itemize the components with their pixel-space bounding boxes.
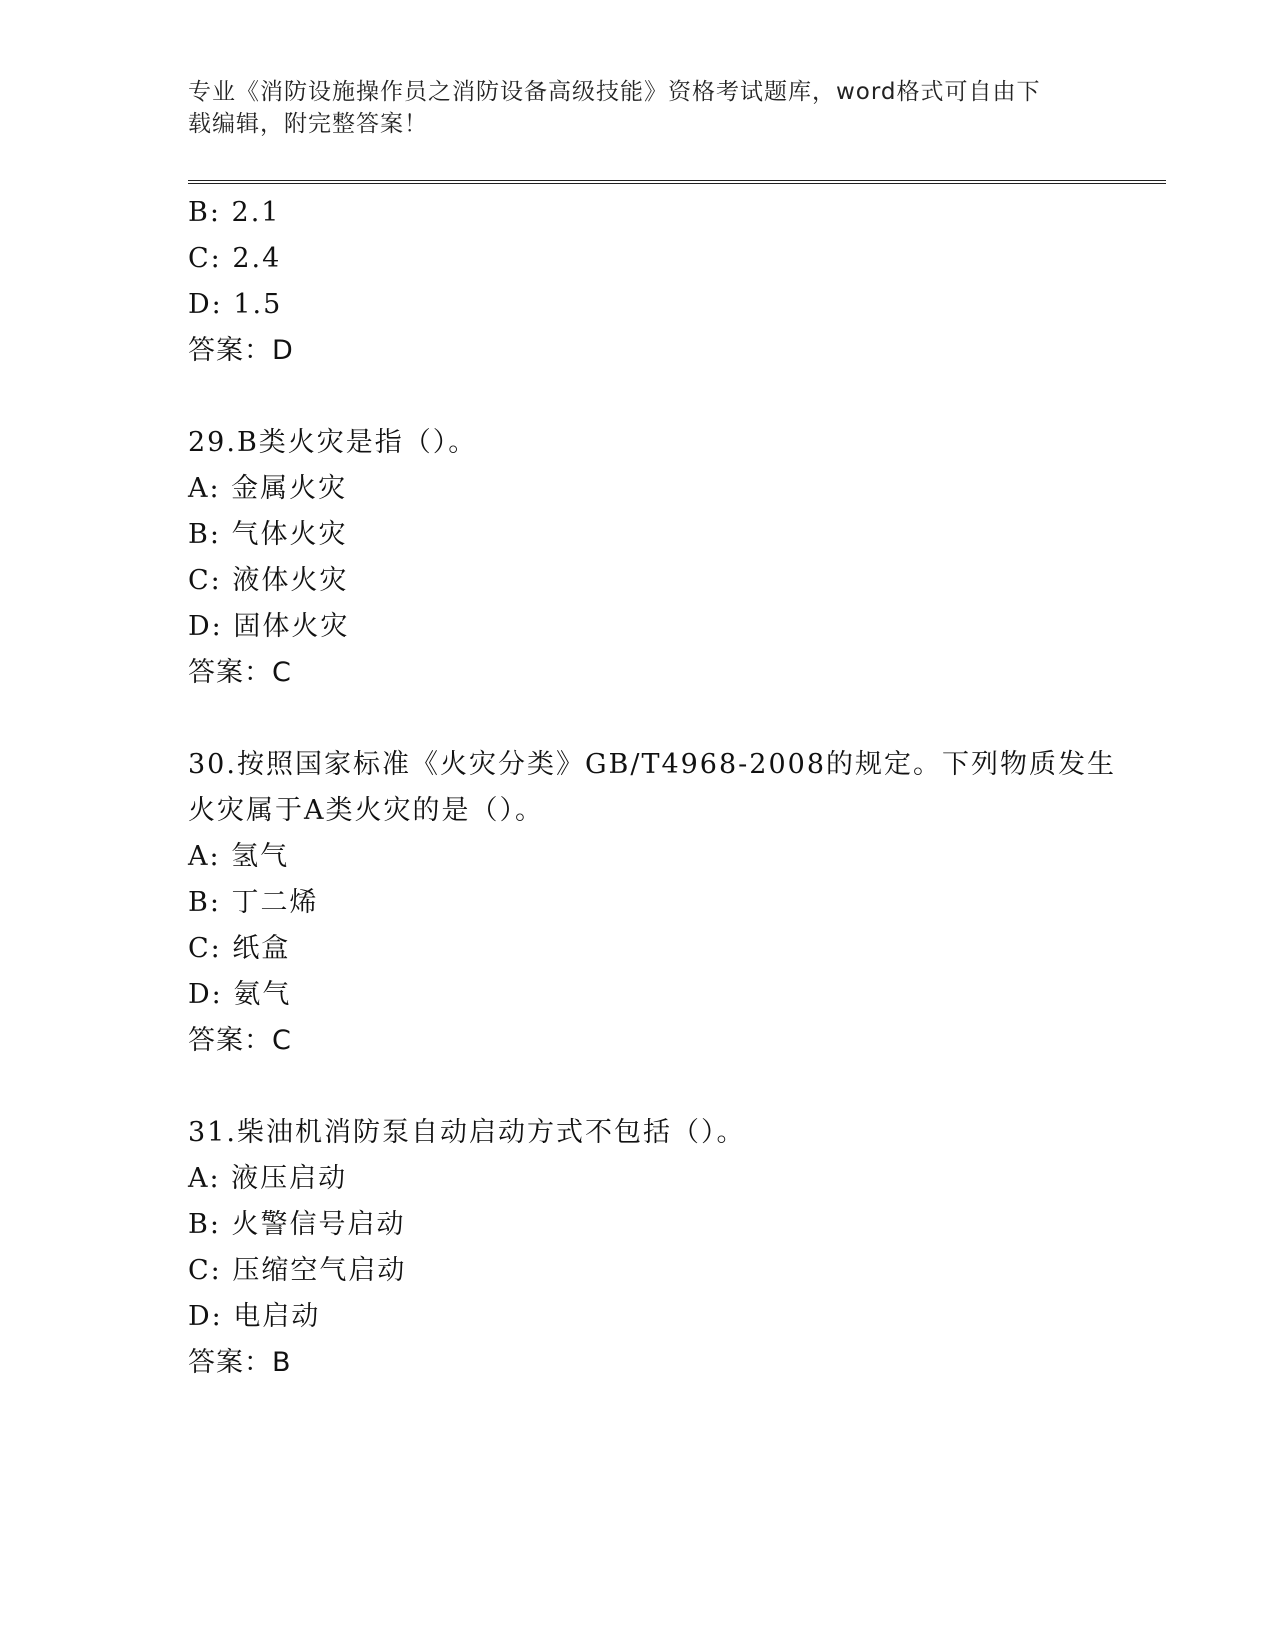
- answer: 答案：D: [188, 335, 294, 366]
- question-30: [188, 742, 1117, 1064]
- option-b: B: 丁二烯: [188, 887, 319, 918]
- option-b: B: 火警信号启动: [188, 1209, 406, 1240]
- document-header: [188, 76, 1088, 140]
- question-list: [188, 190, 1117, 1386]
- question-stem: 29.B类火灾是指（）。: [188, 427, 478, 458]
- question-29: [188, 420, 1088, 696]
- spacer: [188, 374, 1088, 420]
- option-c: C: 液体火灾: [188, 565, 349, 596]
- option-b: B: 2.1: [188, 197, 281, 228]
- header-line-1: 专业《消防设施操作员之消防设备高级技能》资格考试题库，word格式可自由下: [188, 79, 1041, 105]
- question-28-remainder: [188, 190, 1088, 374]
- option-d: D: 1.5: [188, 289, 283, 320]
- option-a: A: 金属火灾: [188, 473, 348, 504]
- answer: 答案：C: [188, 657, 292, 688]
- header-divider: [188, 180, 1166, 184]
- question-stem: 30.按照国家标准《火灾分类》GB/T4968-2008的规定。下列物质发生: [188, 749, 1117, 780]
- option-c: C: 纸盒: [188, 933, 291, 964]
- question-31: [188, 1110, 1088, 1386]
- question-stem-continued: 火灾属于A类火灾的是（）。: [188, 795, 544, 826]
- question-stem: 31.柴油机消防泵自动启动方式不包括（）。: [188, 1117, 746, 1148]
- option-c: C: 2.4: [188, 243, 282, 274]
- option-c: C: 压缩空气启动: [188, 1255, 407, 1286]
- spacer: [188, 1064, 1088, 1110]
- option-a: A: 液压启动: [188, 1163, 348, 1194]
- answer: 答案：B: [188, 1347, 292, 1378]
- option-d: D: 固体火灾: [188, 611, 350, 642]
- option-a: A: 氢气: [188, 841, 290, 872]
- spacer: [188, 696, 1088, 742]
- option-d: D: 氨气: [188, 979, 292, 1010]
- option-b: B: 气体火灾: [188, 519, 348, 550]
- header-line-2: 载编辑，附完整答案！: [188, 111, 428, 137]
- answer: 答案：C: [188, 1025, 292, 1056]
- option-d: D: 电启动: [188, 1301, 321, 1332]
